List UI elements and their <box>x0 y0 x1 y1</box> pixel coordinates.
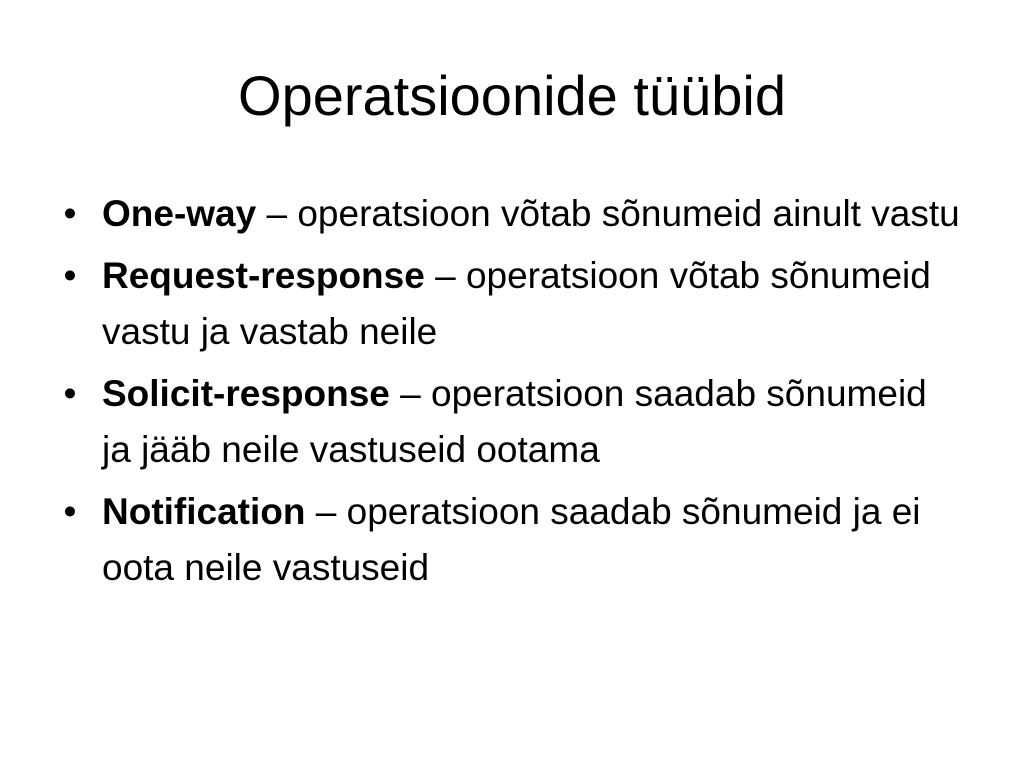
bullet-text: – operatsioon võtab sõnumeid vastu ja vastab neile <box>102 255 931 352</box>
bullet-text: – operatsioon võtab sõnumeid ainult vastu <box>256 193 960 234</box>
bullet-dot-icon: • <box>63 193 77 234</box>
bullet-text: – operatsioon saadab sõnumeid ja ei oota neile vastuseid <box>102 491 921 588</box>
bullet-text: – operatsioon saadab sõnumeid ja jääb neile vastuseid ootama <box>102 373 927 470</box>
bullet-term: One-way <box>102 193 257 234</box>
bullet-term: Solicit-response <box>102 373 390 414</box>
bullet-dot-icon: • <box>63 255 77 296</box>
bullet-item-notification <box>60 484 960 596</box>
bullet-term: Request-response <box>102 255 425 296</box>
bullet-dot-icon: • <box>63 491 77 532</box>
bullet-term: Notification <box>102 491 306 532</box>
slide-title: Operatsioonide tüübid <box>238 64 786 127</box>
bullet-item-request-response <box>60 248 960 360</box>
bullet-dot-icon: • <box>63 373 77 414</box>
bullet-item-one-way <box>60 186 960 242</box>
bullet-list <box>60 186 960 602</box>
bullet-item-solicit-response <box>60 366 960 478</box>
